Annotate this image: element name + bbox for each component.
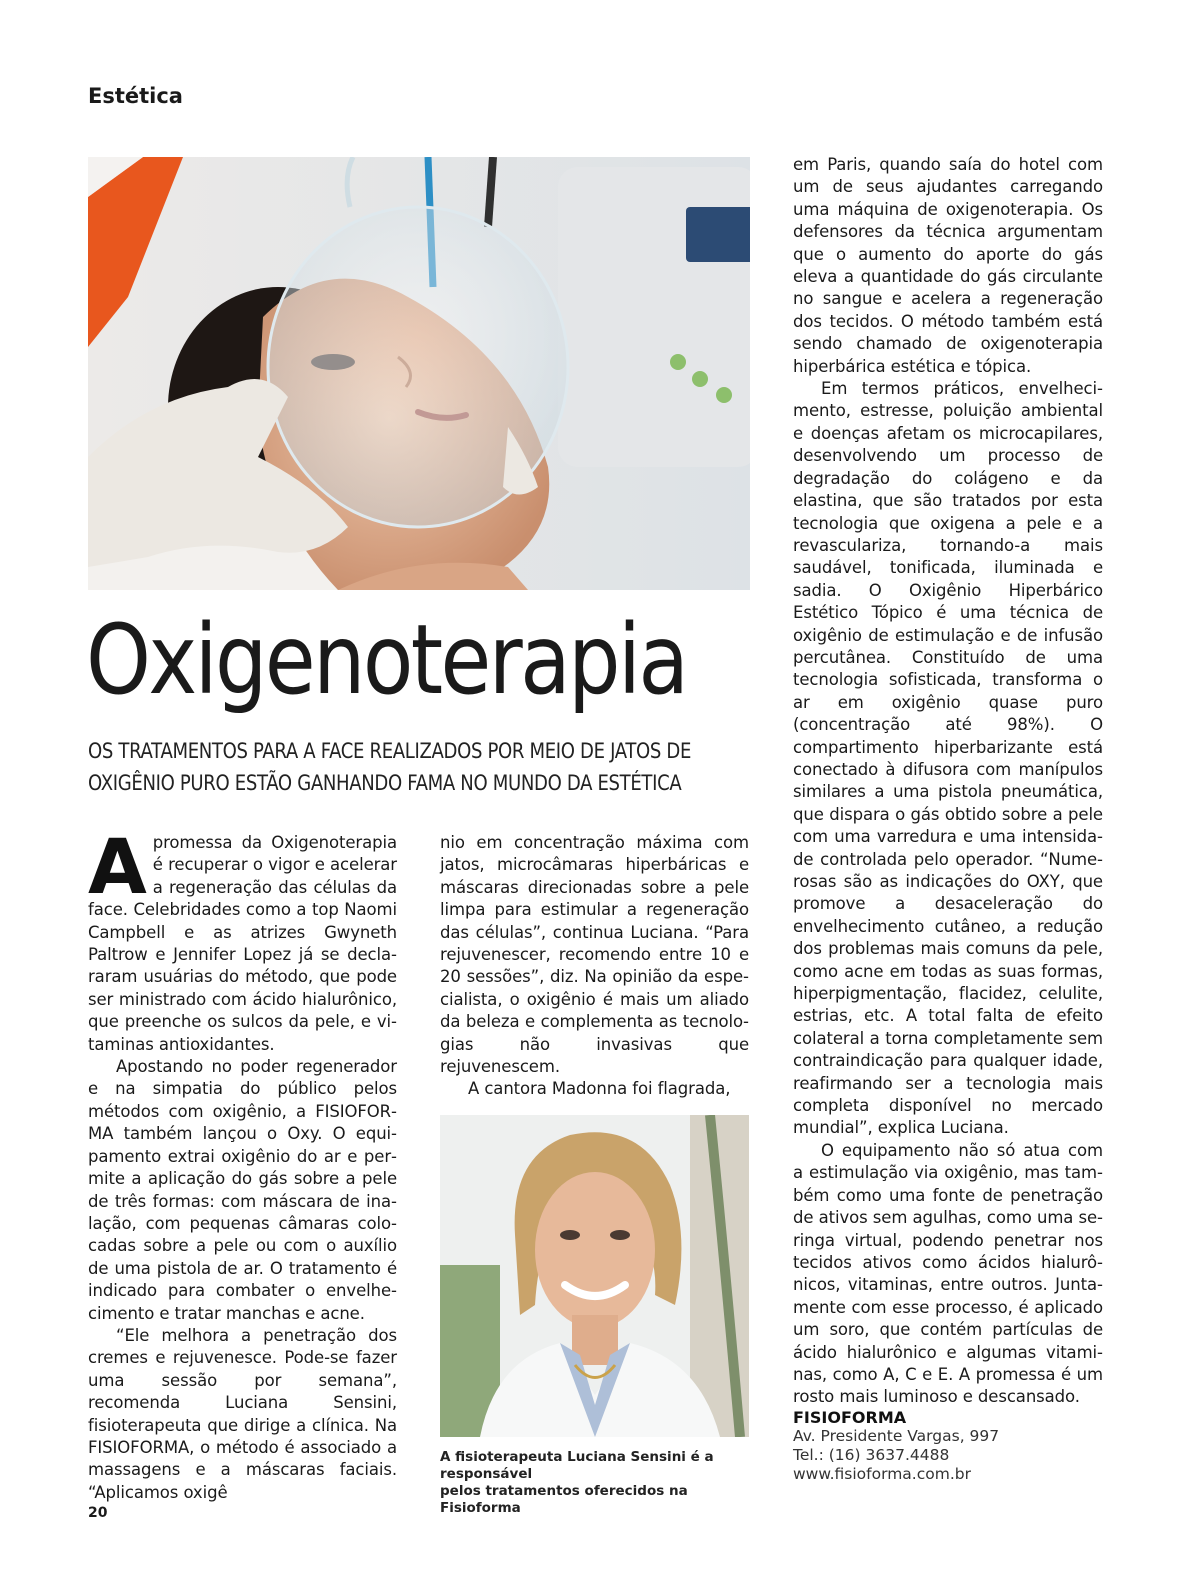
subtitle-line: OS TRATAMENTOS PARA A FACE REALIZADOS POR MEIO DE JATOS DE bbox=[88, 739, 692, 763]
caption-line: pelos tratamentos oferecidos na Fisioforma bbox=[440, 1483, 688, 1516]
contact-name: FISIOFORMA bbox=[793, 1408, 907, 1427]
paragraph: O equipamento não só atua com a estimulação via oxigênio, mas também como uma fonte de penetração de ativos sem agulhas, como uma seringa virtual, podendo penetrar nos tecidos ativos como ácidos hialurônicos, vitaminas, entre outros. Juntamente com esse processo, é aplicado um soro, que contém partículas de ácido hialurônico e algumas vitaminas, como A, C e E. A promessa é um rosto mais luminoso e descansado. bbox=[793, 1140, 1103, 1407]
article-title: Oxigenoterapia bbox=[86, 604, 687, 716]
paragraph bbox=[88, 822, 397, 1056]
section-label: Estética bbox=[88, 84, 183, 108]
contact-address: Av. Presidente Vargas, 997 bbox=[793, 1427, 1000, 1445]
photo-caption bbox=[440, 1449, 760, 1517]
portrait-photo bbox=[440, 1115, 749, 1437]
paragraph: Em termos práticos, envelhecimento, estresse, poluição ambiental e doenças afetam os microcapilares, desenvolvendo um processo de degradação do colágeno e da elastina, que são tratados por esta tecnologia que oxigena a pele e a revasculariza, tornando-a mais saudável, tonificada, iluminada e sadia. O Oxigênio Hiperbárico Estético Tópico é uma técnica de oxigênio de estimulação e de infusão percutânea. Constituído de uma tecnologia sofisticada, transforma o ar em oxigênio quase puro (concentração até 98%). O compartimento hiperbarizante está conectado à difusora com manípulos similares a uma pistola pneumática, que dispara o gás obtido sobre a pele com uma varredura e uma intensidade controlada pelo operador. “Numerosas são as indicações do OXY, que promove a desaceleração do envelhecimento cutâneo, a redução dos problemas mais comuns da pele, como acne em todas as suas formas, hiperpigmentação, flacidez, celulite, estrias, etc. A total falta de efeito colateral a torna completamente sem contraindicação para qualquer idade, reafirmando ser a tecnologia mais completa disponível no mercado mundial”, explica Luciana. bbox=[793, 379, 1103, 1138]
caption-line: A fisioterapeuta Luciana Sensini é a responsável bbox=[440, 1449, 714, 1482]
paragraph-text: promessa da Oxigenoterapia é recuperar o vigor e acelerar a regeneração das células da face. Celebridades como a top Naomi Campbell e as atrizes Gwyneth Paltrow e Jennifer Lopez já se declararam usuárias do método, que pode ser ministrado com ácido hialurônico, que preenche os sulcos da pele, e vitaminas antioxidantes. bbox=[88, 833, 397, 1054]
contact-box bbox=[793, 1408, 1093, 1484]
contact-website[interactable]: www.fisioforma.com.br bbox=[793, 1465, 971, 1483]
article-column-1 bbox=[88, 822, 397, 1504]
paragraph: A cantora Madonna foi flagrada, bbox=[468, 1079, 731, 1099]
article-column-2 bbox=[440, 832, 749, 1101]
drop-cap: A bbox=[88, 822, 147, 911]
page-number: 20 bbox=[88, 1505, 108, 1521]
paragraph: nio em concentração máxima com jatos, microcâmaras hiperbáricas e máscaras direcionadas sobre a pele limpa para estimular a regeneração das células”, continua Luciana. “Para rejuvenescer, recomendo entre 10 e 20 sessões”, diz. Na opinião da especialista, o oxigênio é mais um aliado da beleza e complementa as tecnologias não invasivas que rejuvenescem. bbox=[440, 833, 749, 1077]
hero-photo bbox=[88, 157, 750, 590]
oxygen-treatment-illustration bbox=[88, 157, 750, 590]
article-subtitle bbox=[88, 735, 707, 799]
paragraph: em Paris, quando saía do hotel com um de seus ajudantes carregando uma máquina de oxigenoterapia. Os defensores da técnica argumentam que o aumento do aporte do gás eleva a quantidade do gás circulante no sangue e acelera a regeneração dos tecidos. O método também está sendo chamado de oxigenoterapia hiperbárica estética e tópica. bbox=[793, 155, 1103, 376]
subtitle-line: OXIGÊNIO PURO ESTÃO GANHANDO FAMA NO MUNDO DA ESTÉTICA bbox=[88, 771, 682, 795]
paragraph: “Ele melhora a penetração dos cremes e rejuvenesce. Pode-se fazer uma sessão por semana”, recomenda Luciana Sensini, fisioterapeuta que dirige a clínica. Na FISIOFORMA, o método é associado a massagens e a máscaras faciais. “Aplicamos oxigê bbox=[88, 1325, 397, 1502]
contact-phone: Tel.: (16) 3637.4488 bbox=[793, 1446, 950, 1464]
article-column-3 bbox=[793, 154, 1103, 1409]
portrait-illustration bbox=[440, 1115, 749, 1437]
paragraph: Apostando no poder regenerador e na simpatia do público pelos métodos com oxigênio, a FISIOFORMA também lançou o Oxy. O equipamento extrai oxigênio do ar e permite a aplicação do gás sobre a pele de três formas: com máscara de inalação, com pequenas câmaras colocadas sobre a pele ou com o auxílio de uma pistola de ar. O tratamento é indicado para combater o envelhecimento e tratar manchas e acne. bbox=[88, 1057, 397, 1323]
